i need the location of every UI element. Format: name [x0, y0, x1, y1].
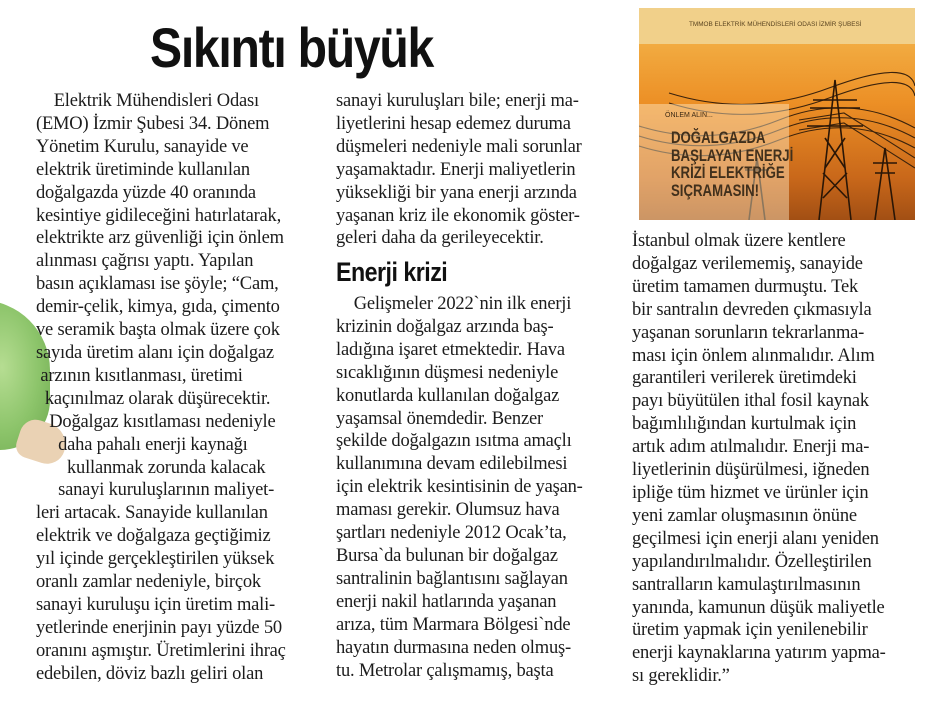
article-column-2-bottom: Gelişmeler 2022`nin ilk enerji krizinin doğalgaz arzında baş- ladığına işaret etmektedir. Hava sıcaklığının düşmesi nedeniyle konutlarda kullanılan doğalgaz yaşamsal önemdedir. Benzer şekilde doğalgazın ısıtma amaçlı kullanımına devam edilebilmesi için elektrik kesintisinin de yaşan- maması gerekir. Olumsuz hava şartları nedeniyle 2012 Ocak’ta, Bursa`da bulunan bir doğalgaz santralinin bağlantısını sağlayan enerji nakil hatlarında yaşanan arıza, tüm Marmara Bölgesi`nde hayatın durmasına neden olmuş- tu. Metrolar çalışmamış, başta [336, 294, 583, 681]
photo-kicker: ÖNLEM ALIN... [665, 112, 713, 119]
article-column-2-top: sanayi kuruluşları bile; enerji ma- liyetlerini hesap edemez duruma düşmeleri nedeniyle mali sorunlar yaşamaktadır. Enerji maliyetlerin yüksekliği bir yana enerji arzında yaşanan kriz ile ekonomik göster- geleri daha da gerileyecektir. [336, 91, 582, 249]
article-column-3: İstanbul olmak üzere kentlere doğalgaz verilememiş, sanayide üretim tamamen durmuştu. Tek bir santralın devreden çıkmasıyla yaşanan sorunların tekrarlanma- ması için önlem alınmalıdır. Alım garantileri verilerek üretimdeki payı büyütülen ithal fosil kaynak bağımlılığından kurtulmak için artık adım atılmalıdır. Enerji ma- liyetlerinin düşürülmesi, iğneden ipliğe tüm hizmet ve ürünler için yeni zamlar oluşmasının önüne geçilmesi için enerji alanı yeniden yapılandırılmalıdır. Özelleştirilen santralların kamulaştırılmasının yanında, kamunun düşük maliyetle üretim yapmak için yenilenebilir enerji kaynaklarına yatırım yapma- sı gereklidir.” [632, 231, 886, 687]
photo-slogan: DOĞALGAZDA BAŞLAYAN ENERJİ KRİZİ ELEKTRİĞE SIÇRAMASIN! [671, 129, 794, 200]
power-lines-photo [639, 8, 915, 220]
photo-banner-text: TMMOB ELEKTRİK MÜHENDİSLERİ ODASI İZMİR ŞUBESİ [689, 21, 862, 28]
article-column-1: Elektrik Mühendisleri Odası (EMO) İzmir Şubesi 34. Dönem Yönetim Kurulu, sanayide ve elektrik üretiminde kullanılan doğalgazda yüzde 40 oranında kesintiye gidileceğini hatırlatarak, elektrikte arz güvenliği için önlem alınması çağrısı yaptı. Yapılan basın açıklaması ise şöyle; “Cam, demir-çelik, kimya, gıda, çimento ve seramik başta olmak üzere çok sayıda üretim alanı için doğalgaz arzının kısıtlanması, üretimi kaçınılmaz olarak düşürecektir. Doğalgaz kısıtlaması nedeniyle daha pahalı enerji kaynağı kullanmak zorunda kalacak sanayi kuruluşlarının maliyet- leri artacak. Sanayide kullanılan elektrik ve doğalgaza geçtiğimiz yıl içinde gerçekleştirilen yüksek oranlı zamlar nedeniyle, birçok sanayi kuruluşu için üretim mali- yetlerinde enerjinin payı yüzde 50 oranını aşmıştır. Üretimlerini ihraç edebilen, döviz bazlı geliri olan [36, 91, 286, 684]
article-headline: Sıkıntı büyük [150, 16, 433, 79]
section-subheading: Enerji krizi [336, 257, 448, 287]
